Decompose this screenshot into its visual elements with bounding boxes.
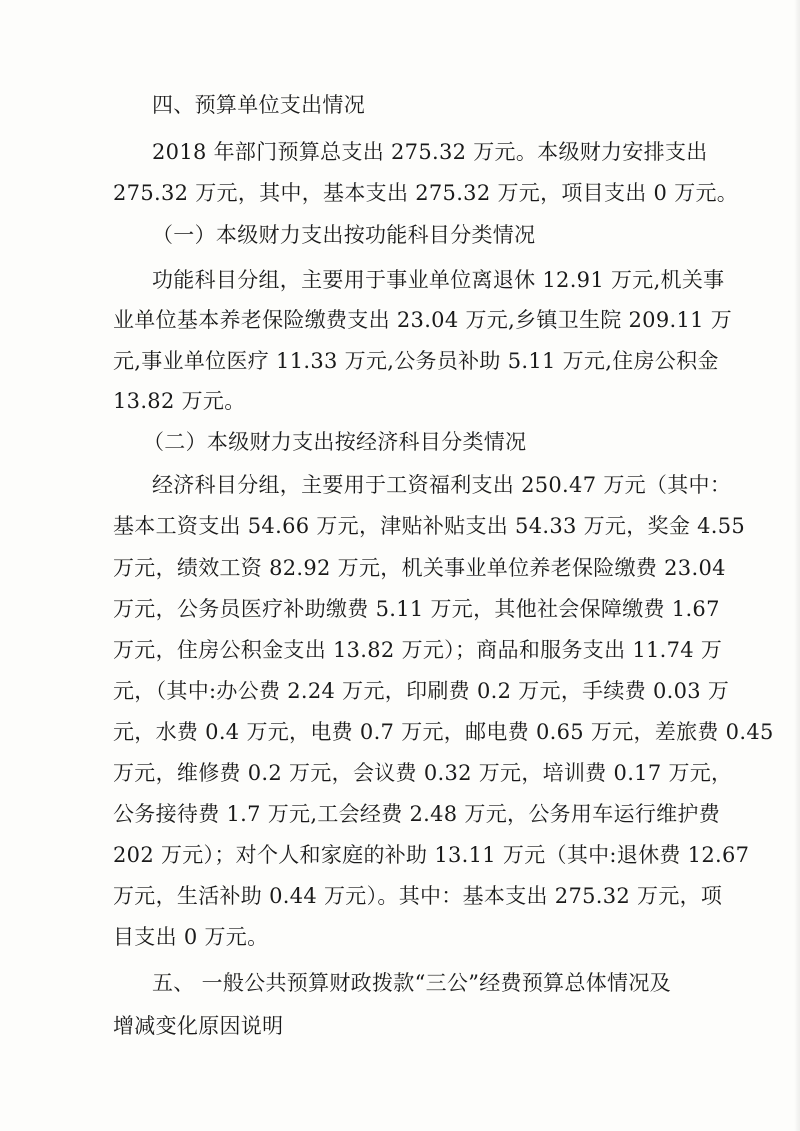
scan-edge-shadow <box>794 0 800 1131</box>
section-4-heading: 四、预算单位支出情况 <box>152 93 365 117</box>
paragraph-line: 万元，绩效工资 82.92 万元，机关事业单位养老保险缴费 23.04 <box>113 556 726 580</box>
paragraph-line: 元，（其中:办公费 2.24 万元，印刷费 0.2 万元，手续费 0.03 万 <box>113 679 730 703</box>
paragraph-line: 业单位基本养老保险缴费支出 23.04 万元,乡镇卫生院 209.11 万 <box>113 308 733 332</box>
paragraph-line: 万元，住房公积金支出 13.82 万元）；商品和服务支出 11.74 万 <box>113 638 723 662</box>
paragraph-line: 功能科目分组，主要用于事业单位离退休 12.91 万元,机关事 <box>152 268 725 292</box>
subsection-2-heading: （二）本级财力支出按经济科目分类情况 <box>143 430 527 454</box>
paragraph-line: 公务接待费 1.7 万元,工会经费 2.48 万元，公务用车运行维护费 <box>113 802 721 826</box>
paragraph-line: 经济科目分组，主要用于工资福利支出 250.47 万元（其中： <box>152 473 732 497</box>
paragraph-line: 万元，公务员医疗补助缴费 5.11 万元，其他社会保障缴费 1.67 <box>113 597 720 621</box>
paragraph-line: 目支出 0 万元。 <box>113 925 269 949</box>
paragraph-line: 13.82 万元。 <box>113 389 246 413</box>
paragraph-line: 万元，生活补助 0.44 万元）。其中：基本支出 275.32 万元，项 <box>113 884 723 908</box>
paragraph-line: 元，水费 0.4 万元，电费 0.7 万元，邮电费 0.65 万元，差旅费 0.45 <box>113 720 774 744</box>
paragraph-line: 万元，维修费 0.2 万元，会议费 0.32 万元，培训费 0.17 万元， <box>113 761 733 785</box>
section-5-heading-continued: 增减变化原因说明 <box>113 1014 284 1038</box>
paragraph-line: 2018 年部门预算总支出 275.32 万元。本级财力安排支出 <box>152 140 708 164</box>
paragraph-line: 元,事业单位医疗 11.33 万元,公务员补助 5.11 万元,住房公积金 <box>113 349 719 373</box>
subsection-1-heading: （一）本级财力支出按功能科目分类情况 <box>152 223 536 247</box>
paragraph-line: 基本工资支出 54.66 万元，津贴补贴支出 54.33 万元，奖金 4.55 <box>113 514 746 538</box>
section-5-heading: 五、 一般公共预算财政拨款“三公”经费预算总体情况及 <box>152 971 671 995</box>
paragraph-line: 202 万元）；对个人和家庭的补助 13.11 万元（其中:退休费 12.67 <box>113 843 750 867</box>
paragraph-line: 275.32 万元，其中，基本支出 275.32 万元，项目支出 0 万元。 <box>113 181 739 205</box>
